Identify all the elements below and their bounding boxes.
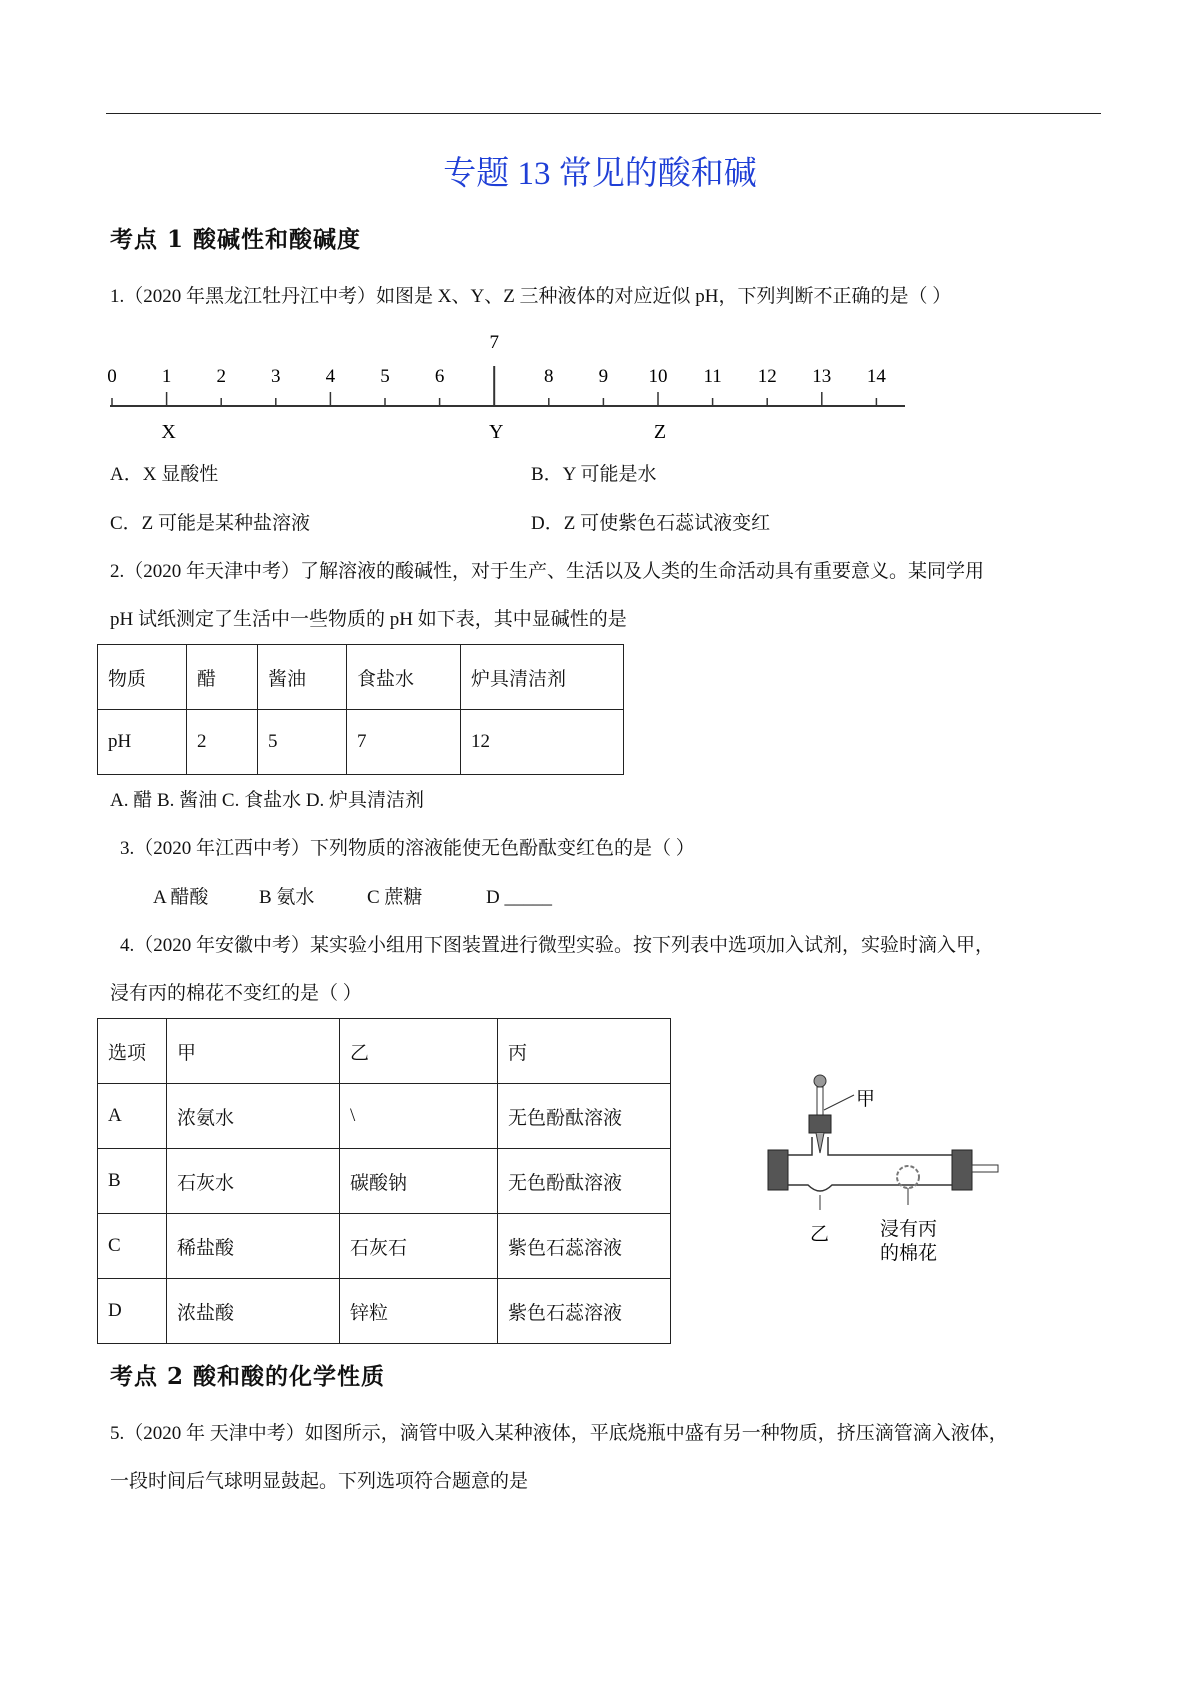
cell: 浓氨水 bbox=[167, 1084, 340, 1149]
cell: 碳酸钠 bbox=[340, 1149, 498, 1214]
q4-table bbox=[97, 1018, 671, 1344]
cell: D bbox=[98, 1279, 167, 1344]
cell: 紫色石蕊溶液 bbox=[498, 1214, 671, 1279]
marker-label: X bbox=[161, 421, 176, 443]
tick-label: 3 bbox=[271, 366, 281, 387]
tick-label: 6 bbox=[434, 366, 445, 387]
q3-option-c: C 蔗糖 bbox=[367, 887, 423, 908]
cell: 炉具清洁剂 bbox=[461, 645, 624, 710]
cell: 食盐水 bbox=[347, 645, 461, 710]
tick-label: 7 bbox=[489, 332, 499, 353]
tick-label: 8 bbox=[544, 366, 554, 387]
q2-stem-line1: 2.（2020 年天津中考）了解溶液的酸碱性，对于生产、生活以及人类的生命活动具有重要意义。某同学用 bbox=[110, 561, 985, 582]
q1-option-a: A．X 显酸性 bbox=[110, 464, 219, 485]
q1-option-d: D．Z 可使紫色石蕊试液变红 bbox=[531, 513, 771, 534]
page-title: 专题 13 常见的酸和碱 bbox=[443, 156, 757, 192]
cell: \ bbox=[340, 1084, 498, 1149]
tick-label: 11 bbox=[703, 366, 722, 387]
q2-answer-options: A. 醋 B. 酱油 C. 食盐水 D. 炉具清洁剂 bbox=[110, 790, 425, 811]
q3-option-a: A 醋酸 bbox=[153, 887, 209, 908]
cell: 丙 bbox=[498, 1019, 671, 1084]
section-heading-1: 考点 1 酸碱性和酸碱度 bbox=[110, 226, 362, 253]
q2-stem-line2: pH 试纸测定了生活中一些物质的 pH 如下表，其中显碱性的是 bbox=[110, 609, 627, 630]
tick-label: 1 bbox=[161, 366, 172, 387]
label-bing-2: 的棉花 bbox=[880, 1242, 938, 1264]
q3-option-d: D _____ bbox=[486, 887, 552, 908]
q1-option-b: B．Y 可能是水 bbox=[531, 464, 657, 485]
q4-stem-line1: 4.（2020 年安徽中考）某实验小组用下图装置进行微型实验。按下列表中选项加入试剂，实验时滴入甲， bbox=[120, 935, 995, 956]
q5-stem-line2: 一段时间后气球明显鼓起。下列选项符合题意的是 bbox=[110, 1471, 529, 1492]
tick-label: 14 bbox=[866, 366, 886, 387]
cell: 5 bbox=[258, 710, 347, 775]
header-rule bbox=[106, 113, 1101, 114]
tick-label: 5 bbox=[380, 366, 390, 387]
section-heading-2: 考点 2 酸和酸的化学性质 bbox=[110, 1363, 386, 1390]
ph-scale bbox=[0, 320, 920, 450]
label-yi: 乙 bbox=[810, 1223, 830, 1245]
cell: 无色酚酞溶液 bbox=[498, 1084, 671, 1149]
tick-label: 13 bbox=[812, 366, 832, 387]
apparatus-figure bbox=[760, 1065, 1010, 1275]
cell: 乙 bbox=[340, 1019, 498, 1084]
cell: 稀盐酸 bbox=[167, 1214, 340, 1279]
q5-stem-line1: 5.（2020 年 天津中考）如图所示，滴管中吸入某种液体，平底烧瓶中盛有另一种物质，挤压滴管滴入液体， bbox=[110, 1423, 1008, 1444]
q4-stem-line2: 浸有丙的棉花不变红的是（ ） bbox=[110, 983, 362, 1004]
label-bing-1: 浸有丙 bbox=[880, 1218, 938, 1240]
tick-label: 4 bbox=[325, 366, 336, 387]
cell: 石灰石 bbox=[340, 1214, 498, 1279]
cell: 石灰水 bbox=[167, 1149, 340, 1214]
label-jia: 甲 bbox=[856, 1088, 876, 1110]
cell: 紫色石蕊溶液 bbox=[498, 1279, 671, 1344]
cell: 锌粒 bbox=[340, 1279, 498, 1344]
cell: pH bbox=[98, 710, 187, 775]
cell: 醋 bbox=[187, 645, 258, 710]
cell: B bbox=[98, 1149, 167, 1214]
tick-label: 10 bbox=[648, 366, 668, 387]
q3-option-b: B 氨水 bbox=[259, 887, 315, 908]
cell: 物质 bbox=[98, 645, 187, 710]
cell: C bbox=[98, 1214, 167, 1279]
q1-option-c: C．Z 可能是某种盐溶液 bbox=[110, 513, 311, 534]
q1-stem: 1.（2020 年黑龙江牡丹江中考）如图是 X、Y、Z 三种液体的对应近似 pH，下列判断不正确的是（ ） bbox=[110, 286, 952, 307]
tick-label: 0 bbox=[107, 366, 117, 387]
cell: 甲 bbox=[167, 1019, 340, 1084]
cell: A bbox=[98, 1084, 167, 1149]
marker-label: Z bbox=[653, 421, 667, 443]
cell: 7 bbox=[347, 710, 461, 775]
cell: 酱油 bbox=[258, 645, 347, 710]
cell: 12 bbox=[461, 710, 624, 775]
tick-label: 2 bbox=[216, 366, 226, 387]
tick-label: 12 bbox=[757, 366, 777, 387]
cell: 选项 bbox=[98, 1019, 167, 1084]
cell: 2 bbox=[187, 710, 258, 775]
cell: 无色酚酞溶液 bbox=[498, 1149, 671, 1214]
q2-table bbox=[97, 644, 624, 775]
cell: 浓盐酸 bbox=[167, 1279, 340, 1344]
q3-stem: 3.（2020 年江西中考）下列物质的溶液能使无色酚酞变红色的是（ ） bbox=[120, 838, 695, 859]
marker-label: Y bbox=[488, 421, 504, 443]
tick-label: 9 bbox=[598, 366, 609, 387]
